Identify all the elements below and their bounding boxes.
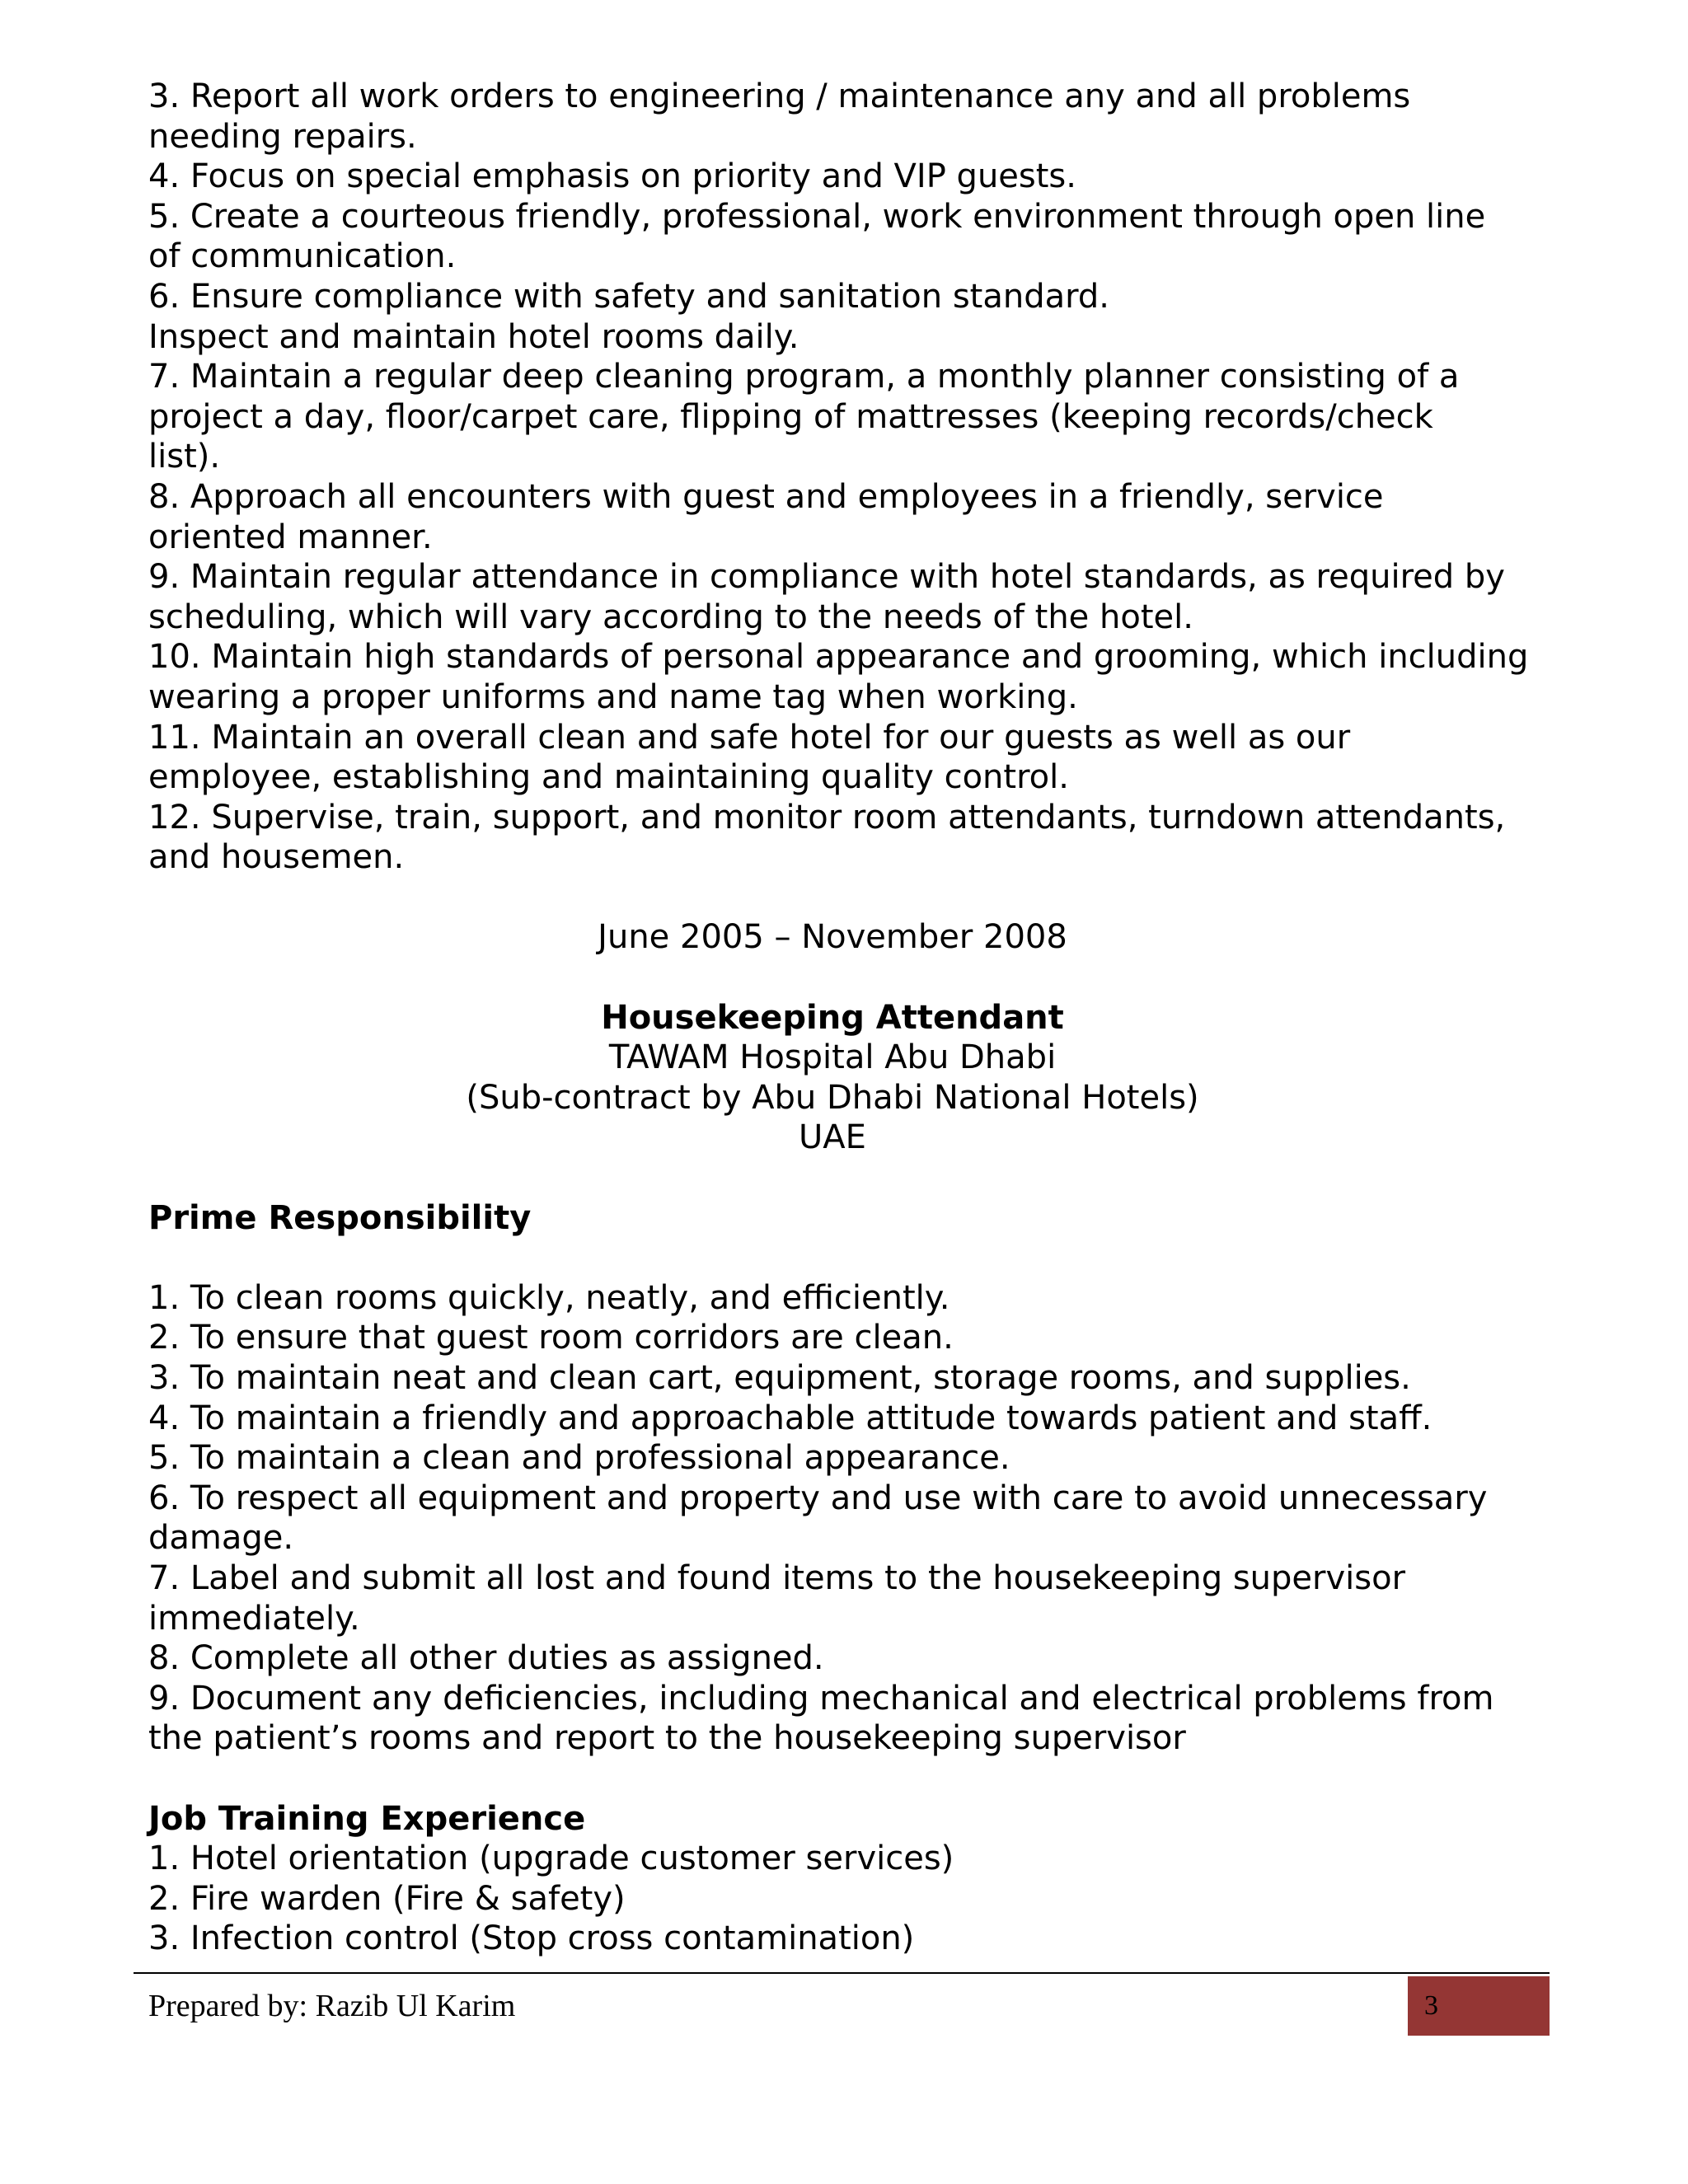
duty-line: 7. Maintain a regular deep cleaning program, a monthly planner consisting of a — [148, 358, 1460, 396]
responsibility-line: 6. To respect all equipment and property and use with care to avoid unnecessary — [148, 1479, 1488, 1517]
duty-line: list). — [148, 438, 221, 476]
training-line: 3. Infection control (Stop cross contamination) — [148, 1919, 915, 1958]
duty-line: employee, establishing and maintaining quality control. — [148, 758, 1069, 797]
spacer — [148, 878, 1550, 918]
duty-line: wearing a proper uniforms and name tag when working. — [148, 677, 1078, 716]
responsibility-line: immediately. — [148, 1599, 360, 1638]
responsibility-line: 8. Complete all other duties as assigned. — [148, 1639, 824, 1678]
duty-line: 11. Maintain an overall clean and safe hotel for our guests as well as our — [148, 718, 1351, 757]
responsibility-line: 3. To maintain neat and clean cart, equipment, storage rooms, and supplies. — [148, 1359, 1411, 1397]
duty-line: and housemen. — [148, 838, 405, 877]
job-country: UAE — [799, 1118, 866, 1157]
duty-line: of communication. — [148, 237, 457, 276]
responsibility-line: damage. — [148, 1519, 294, 1558]
continued-duties-list — [148, 77, 1550, 878]
section-heading: Prime Responsibility — [148, 1198, 532, 1237]
spacer — [148, 1158, 1550, 1198]
job-period: June 2005 – November 2008 — [598, 918, 1067, 957]
duty-line: 3. Report all work orders to engineering / maintenance any and all problems — [148, 77, 1411, 115]
page-number-badge — [1408, 1976, 1550, 2036]
job-training-section — [148, 1799, 1550, 1959]
duty-line: scheduling, which will vary according to the needs of the hotel. — [148, 598, 1193, 636]
duty-line: oriented manner. — [148, 518, 433, 556]
spacer — [148, 1759, 1550, 1799]
duty-line: 5. Create a courteous friendly, professional, work environment through open line — [148, 197, 1486, 236]
duty-line: 12. Supervise, train, support, and monitor room attendants, turndown attendants, — [148, 798, 1506, 837]
spacer — [148, 958, 1550, 998]
duty-line: 8. Approach all encounters with guest and employees in a friendly, service — [148, 477, 1384, 516]
responsibility-line: 7. Label and submit all lost and found items to the housekeeping supervisor — [148, 1558, 1406, 1597]
resume-page-body — [148, 77, 1550, 1959]
duty-line: project a day, floor/carpet care, flipping of mattresses (keeping records/check — [148, 397, 1433, 436]
section-heading: Job Training Experience — [148, 1799, 586, 1838]
training-line: 1. Hotel orientation (upgrade customer services) — [148, 1840, 954, 1878]
duty-line: 9. Maintain regular attendance in compliance with hotel standards, as required by — [148, 558, 1505, 597]
spacer — [148, 1238, 1550, 1278]
duty-line: Inspect and maintain hotel rooms daily. — [148, 317, 799, 356]
responsibility-line: the patient’s rooms and report to the housekeeping supervisor — [148, 1719, 1186, 1758]
training-line: 2. Fire warden (Fire & safety) — [148, 1879, 626, 1918]
duty-line: 10. Maintain high standards of personal appearance and grooming, which including — [148, 638, 1529, 677]
responsibility-line: 1. To clean rooms quickly, neatly, and efficiently. — [148, 1278, 950, 1317]
footer-divider — [134, 1972, 1550, 1974]
responsibility-line: 9. Document any deficiencies, including mechanical and electrical problems from — [148, 1679, 1494, 1718]
prime-responsibility-section — [148, 1198, 1550, 1759]
duty-line: needing repairs. — [148, 117, 417, 156]
job-subcontract: (Sub-contract by Abu Dhabi National Hotels) — [466, 1078, 1199, 1117]
page-number: 3 — [1424, 1990, 1438, 2021]
responsibility-line: 4. To maintain a friendly and approachable attitude towards patient and staff. — [148, 1399, 1432, 1437]
responsibility-line: 2. To ensure that guest room corridors are clean. — [148, 1319, 954, 1357]
job-employer: TAWAM Hospital Abu Dhabi — [608, 1038, 1057, 1077]
job-entry-header — [148, 917, 1550, 1158]
job-title: Housekeeping Attendant — [601, 998, 1064, 1037]
duty-line: 4. Focus on special emphasis on priority and VIP guests. — [148, 157, 1076, 196]
responsibility-line: 5. To maintain a clean and professional appearance. — [148, 1439, 1010, 1478]
footer-prepared-by: Prepared by: Razib Ul Karim — [148, 1989, 516, 2023]
duty-line: 6. Ensure compliance with safety and sanitation standard. — [148, 277, 1109, 316]
